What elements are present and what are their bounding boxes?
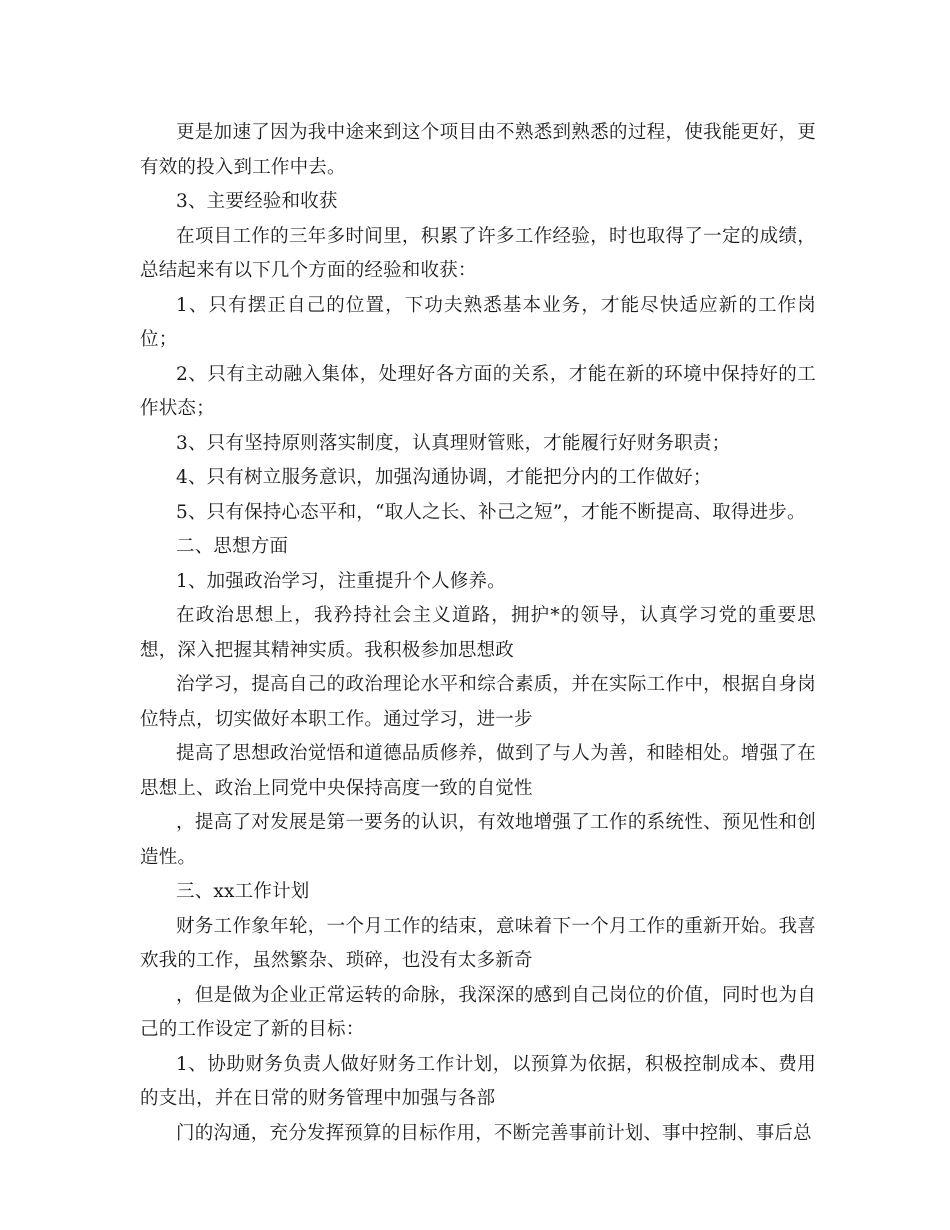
list-item: 5、只有保持心态平和，“取人之长、补己之短”，才能不断提高、取得进步。 — [176, 501, 806, 523]
list-item: 4、只有树立服务意识，加强沟通协调，才能把分内的工作做好； — [176, 467, 712, 488]
paragraph: ，但是做为企业正常运转的命脉，我深深的感到自己岗位的价值，同时也为自己的工作设定了新的目标： — [140, 984, 816, 1040]
subsection-heading: 1、加强政治学习，注重提升个人修养。 — [176, 570, 506, 592]
list-item: 2、只有主动融入集体，处理好各方面的关系，才能在新的环境中保持好的工作状态； — [140, 363, 816, 419]
paragraph: 提高了思想政治觉悟和道德品质修养，做到了与人为善，和睦相处。增强了在思想上、政治上同党中央保持高度一致的自觉性 — [140, 743, 816, 799]
paragraph: 门的沟通，充分发挥预算的目标作用，不断完善事前计划、事中控制、事后总 — [176, 1122, 812, 1144]
paragraph: 在政治思想上，我矜持社会主义道路，拥护*的领导，认真学习党的重要思想，深入把握其精神实质。我积极参加思想政 — [140, 605, 816, 661]
list-item: 1、只有摆正自己的位置，下功夫熟悉基本业务，才能尽快适应新的工作岗位； — [140, 294, 816, 350]
section-heading: 二、思想方面 — [176, 536, 289, 557]
paragraph: 财务工作象年轮，一个月工作的结束，意味着下一个月工作的重新开始。我喜欢我的工作，虽然繁杂、琐碎，也没有太多新奇 — [140, 915, 816, 971]
paragraph: 在项目工作的三年多时间里，积累了许多工作经验，时也取得了一定的成绩，总结起来有以下几个方面的经验和收获： — [140, 225, 816, 281]
paragraph: ，提高了对发展是第一要务的认识，有效地增强了工作的系统性、预见性和创造性。 — [140, 812, 816, 868]
list-item: 1、协助财务负责人做好财务工作计划，以预算为依据，积极控制成本、费用的支出，并在日常的财务管理中加强与各部 — [140, 1053, 816, 1109]
paragraph: 更是加速了因为我中途来到这个项目由不熟悉到熟悉的过程，使我能更好，更有效的投入到工作中去。 — [140, 122, 816, 178]
document-body — [140, 116, 816, 1151]
paragraph: 治学习，提高自己的政治理论水平和综合素质，并在实际工作中，根据自身岗位特点，切实做好本职工作。通过学习，进一步 — [140, 674, 816, 730]
section-heading: 三、xx工作计划 — [176, 881, 310, 902]
section-heading: 3、主要经验和收获 — [176, 191, 338, 212]
list-item: 3、只有坚持原则落实制度，认真理财管账，才能履行好财务职责； — [176, 432, 731, 454]
